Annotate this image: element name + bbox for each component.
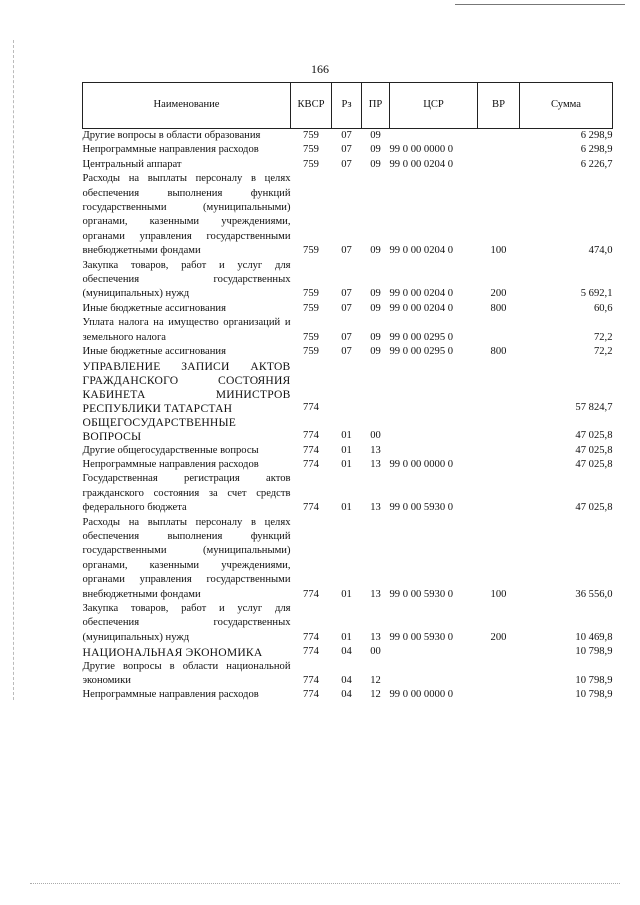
row-name: Расходы на выплаты персоналу в целях обеспечения выполнения функций государственными (муниципальными) органами, казенными учреждениями, органами управления государственными внебюджетными фондами — [82, 173, 291, 257]
row-sum: 47 025,8 — [575, 430, 613, 442]
row-vr: 100 — [490, 588, 507, 600]
row-rz: 01 — [341, 444, 352, 456]
row-csr — [390, 645, 478, 659]
row-kvsr: 774 — [303, 675, 319, 686]
table-row — [83, 129, 613, 144]
row-vr — [478, 688, 520, 702]
row-sum: 47 025,8 — [575, 458, 613, 470]
row-pr: 09 — [370, 346, 381, 358]
section-row — [83, 416, 613, 444]
table-row — [83, 688, 613, 702]
row-name: УПРАВЛЕНИЕ ЗАПИСИ АКТОВ ГРАЖДАНСКОГО СОСТОЯНИЯ КАБИНЕТА МИНИСТРОВ РЕСПУБЛИКИ ТАТАРСТАН — [82, 359, 291, 415]
row-pr: 13 — [370, 458, 381, 470]
table-row — [83, 516, 613, 602]
row-rz: 04 — [341, 675, 352, 686]
header-name: Наименование — [83, 83, 291, 129]
row-name: Центральный аппарат — [82, 158, 182, 170]
row-vr — [478, 458, 520, 472]
row-csr: 99 0 00 0000 0 — [389, 144, 454, 156]
table-row — [83, 345, 613, 359]
row-sum: 72,2 — [593, 346, 613, 358]
row-vr — [478, 129, 520, 144]
row-csr — [390, 129, 478, 144]
table-row — [83, 158, 613, 172]
row-name: НАЦИОНАЛЬНАЯ ЭКОНОМИКА — [82, 645, 263, 659]
row-kvsr: 759 — [303, 130, 319, 141]
row-name: Иные бюджетные ассигнования — [82, 346, 226, 358]
header-pr: ПР — [362, 83, 390, 129]
table-row — [83, 302, 613, 316]
row-rz: 07 — [341, 346, 352, 358]
row-name: Уплата налога на имущество организаций и земельного налога — [82, 317, 291, 343]
row-kvsr: 759 — [303, 288, 319, 300]
row-vr — [478, 316, 520, 345]
row-pr: 12 — [370, 675, 381, 686]
row-kvsr: 774 — [303, 444, 319, 456]
row-csr: 99 0 00 0000 0 — [389, 458, 454, 470]
table-header-row — [83, 83, 613, 129]
header-rz: Рз — [332, 83, 362, 129]
row-csr: 99 0 00 0204 0 — [389, 245, 454, 257]
scan-margin-marks — [13, 40, 15, 700]
row-rz: 01 — [341, 502, 352, 514]
row-pr: 09 — [370, 158, 381, 170]
header-sum: Сумма — [520, 83, 613, 129]
row-pr — [362, 360, 390, 416]
table-row — [83, 172, 613, 258]
row-rz: 04 — [341, 646, 352, 658]
table-row — [83, 472, 613, 515]
row-kvsr: 774 — [303, 646, 319, 658]
row-kvsr: 774 — [303, 502, 319, 514]
row-csr: 99 0 00 5930 0 — [389, 502, 454, 514]
row-rz: 07 — [341, 245, 352, 257]
row-kvsr: 774 — [303, 631, 319, 643]
row-pr: 09 — [370, 288, 381, 300]
row-csr: 99 0 00 5930 0 — [389, 588, 454, 600]
row-pr: 09 — [370, 130, 381, 141]
row-csr — [390, 416, 478, 444]
row-pr: 13 — [370, 502, 381, 514]
table-row — [83, 143, 613, 157]
row-vr — [478, 645, 520, 659]
row-pr: 12 — [370, 689, 381, 701]
row-rz: 01 — [341, 430, 352, 442]
budget-table — [82, 82, 613, 703]
row-csr: 99 0 00 0295 0 — [389, 331, 454, 343]
row-rz: 07 — [341, 288, 352, 300]
page-number: 166 — [311, 62, 329, 76]
row-rz: 01 — [341, 458, 352, 470]
row-kvsr: 759 — [303, 245, 319, 257]
row-sum: 6 226,7 — [580, 158, 613, 170]
row-sum: 72,2 — [593, 331, 613, 343]
row-name: Другие общегосударственные вопросы — [82, 444, 259, 456]
row-vr: 800 — [490, 346, 507, 358]
row-rz: 07 — [341, 302, 352, 314]
row-sum: 47 025,8 — [575, 502, 613, 514]
row-rz: 07 — [341, 331, 352, 343]
row-vr: 800 — [490, 302, 507, 314]
row-kvsr: 774 — [303, 458, 319, 470]
scan-bottom-marks — [30, 883, 620, 885]
row-pr: 09 — [370, 302, 381, 314]
row-csr — [390, 444, 478, 458]
table-row — [83, 660, 613, 689]
table-row — [83, 259, 613, 302]
row-csr — [390, 660, 478, 689]
row-pr: 09 — [370, 245, 381, 257]
row-kvsr: 759 — [303, 158, 319, 170]
row-sum: 60,6 — [593, 302, 613, 314]
row-vr: 100 — [490, 245, 507, 257]
section-row — [83, 645, 613, 659]
row-csr: 99 0 00 0204 0 — [389, 158, 454, 170]
row-vr: 200 — [490, 288, 507, 300]
row-name: Непрограммные направления расходов — [82, 458, 259, 470]
row-kvsr: 759 — [303, 346, 319, 358]
row-sum: 6 298,9 — [580, 130, 613, 141]
section-row — [83, 360, 613, 416]
row-name: Закупка товаров, работ и услуг для обеспечения государственных (муниципальных) нужд — [82, 602, 291, 643]
table-row — [83, 316, 613, 345]
row-csr: 99 0 00 5930 0 — [389, 631, 454, 643]
row-pr: 09 — [370, 144, 381, 156]
row-csr: 99 0 00 0204 0 — [389, 302, 454, 314]
row-sum: 10 798,9 — [575, 675, 613, 686]
row-vr — [478, 416, 520, 444]
row-vr — [478, 143, 520, 157]
row-pr: 00 — [370, 430, 381, 442]
table-row — [83, 458, 613, 472]
header-csr: ЦСР — [390, 83, 478, 129]
row-csr: 99 0 00 0295 0 — [389, 346, 454, 358]
row-rz — [332, 360, 362, 416]
row-kvsr: 774 — [303, 689, 319, 701]
row-rz: 04 — [341, 689, 352, 701]
row-csr — [390, 360, 478, 416]
row-sum: 36 556,0 — [575, 588, 613, 600]
row-rz: 07 — [341, 158, 352, 170]
row-csr: 99 0 00 0000 0 — [389, 689, 454, 701]
row-sum: 6 298,9 — [580, 144, 613, 156]
header-kvsr: КВСР — [291, 83, 332, 129]
row-pr: 13 — [370, 588, 381, 600]
header-vr: ВР — [478, 83, 520, 129]
row-name: ОБЩЕГОСУДАРСТВЕННЫЕ ВОПРОСЫ — [82, 415, 237, 443]
row-name: Закупка товаров, работ и услуг для обеспечения государственных (муниципальных) нужд — [82, 259, 291, 300]
row-sum: 10 798,9 — [575, 689, 613, 701]
row-pr: 13 — [370, 444, 381, 456]
row-pr: 00 — [370, 646, 381, 658]
top-rule — [455, 4, 625, 5]
row-vr: 200 — [490, 631, 507, 643]
row-kvsr: 759 — [303, 331, 319, 343]
row-name: Государственная регистрация актов гражданского состояния за счет средств федерального бюджета — [82, 473, 291, 514]
row-name: Непрограммные направления расходов — [82, 144, 259, 156]
row-rz: 01 — [341, 631, 352, 643]
row-rz: 07 — [341, 144, 352, 156]
row-kvsr: 774 — [303, 588, 319, 600]
row-sum: 474,0 — [588, 245, 613, 257]
row-vr — [478, 360, 520, 416]
row-sum: 10 469,8 — [575, 631, 613, 643]
row-sum: 57 824,7 — [575, 402, 613, 414]
row-name: Иные бюджетные ассигнования — [82, 302, 226, 314]
row-pr: 09 — [370, 331, 381, 343]
row-kvsr: 759 — [303, 302, 319, 314]
row-csr: 99 0 00 0204 0 — [389, 288, 454, 300]
row-kvsr: 774 — [303, 402, 319, 414]
row-sum: 5 692,1 — [580, 288, 613, 300]
row-rz: 01 — [341, 588, 352, 600]
row-kvsr: 774 — [303, 430, 319, 442]
row-sum: 47 025,8 — [575, 444, 613, 456]
table-row — [83, 444, 613, 458]
row-name: Расходы на выплаты персоналу в целях обеспечения выполнения функций государственными (муниципальными) органами, казенными учреждениями, органами управления государственными внебюджетными фондами — [82, 516, 291, 600]
row-pr: 13 — [370, 631, 381, 643]
table-row — [83, 602, 613, 645]
row-vr — [478, 472, 520, 515]
row-kvsr: 759 — [303, 144, 319, 156]
row-vr — [478, 660, 520, 689]
row-name: Непрограммные направления расходов — [82, 689, 259, 701]
row-vr — [478, 444, 520, 458]
row-rz: 07 — [341, 130, 352, 141]
table-body — [83, 129, 613, 703]
row-name: Другие вопросы в области национальной экономики — [82, 660, 291, 686]
row-name: Другие вопросы в области образования — [82, 130, 261, 141]
row-vr — [478, 158, 520, 172]
row-sum: 10 798,9 — [575, 646, 613, 658]
